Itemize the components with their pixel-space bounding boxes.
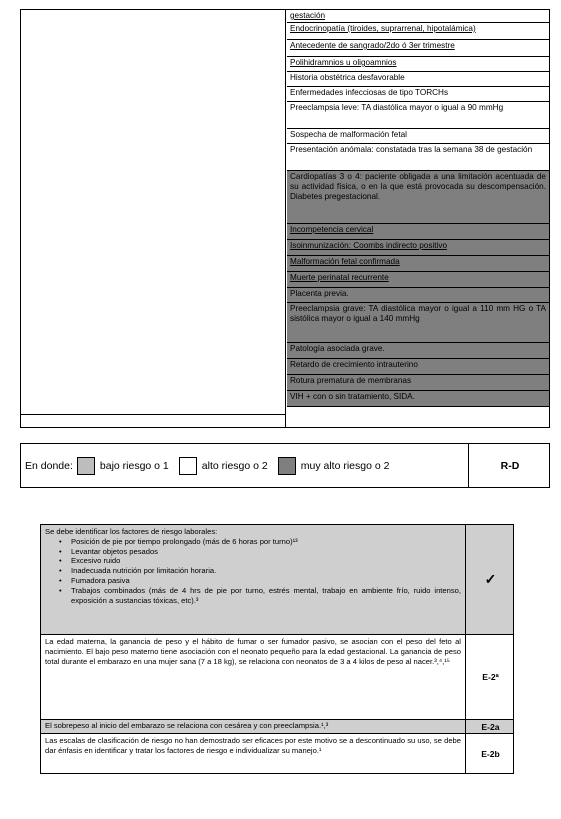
legend-prefix: En donde:: [25, 459, 73, 472]
low-risk-label: bajo riesgo o 1: [99, 459, 169, 472]
labor-risk-text: [41, 525, 466, 634]
list-item: • Levantar objetos pesados: [71, 547, 461, 557]
risk-row: Malformación fetal confirmada: [287, 255, 549, 271]
high-risk-swatch: [179, 457, 197, 475]
risk-row: Cardiopatías 3 o 4: paciente obligada a una limitación acentuada de su actividad física, o en la que está provocada su descompensación. Diabetes pregestacional.: [287, 170, 549, 223]
risk-row: Presentación anómala: constatada tras la semana 38 de gestación: [287, 143, 549, 170]
labor-risk-intro: Se debe identificar los factores de riesgo laborales:: [45, 527, 218, 536]
risk-row: Isoinmunización: Coombs indirecto positivo: [287, 239, 549, 255]
very-high-risk-swatch: [278, 457, 296, 475]
risk-row: Muerte perinatal recurrente: [287, 271, 549, 287]
evidence-level: E-2b: [481, 748, 500, 759]
risk-left-empty-cell: [21, 414, 285, 427]
risk-left-column: [21, 10, 286, 427]
evidence-row: [41, 634, 513, 719]
evidence-row: [41, 733, 513, 773]
list-item: • Posición de pie por tiempo prolongado (más de 6 horas por turno)¹³: [71, 537, 461, 547]
evidence-row: [41, 719, 513, 733]
risk-factor-table: [20, 9, 550, 428]
high-risk-label: alto riesgo o 2: [201, 459, 268, 472]
risk-row: VIH + con o sin tratamiento, SIDA.: [287, 390, 549, 406]
list-item: • Inadecuada nutrición por limitación horaria.: [71, 566, 461, 576]
evidence-text: La edad materna, la ganancia de peso y el hábito de fumar o ser fumador pasivo, se asocian con el peso del feto al nacimiento. El bajo peso materno tiene asociación con el neonato pequeño para la edad gestacional. La ganancia de peso total durante el embarazo en una mujer sana (7 a 18 kg), se relaciona con neonatos de 3 a 4 kilos de peso al nacer.³,⁴,¹⁵: [41, 635, 466, 719]
legend-text: [21, 444, 469, 487]
evidence-table: [40, 524, 514, 774]
very-high-risk-label: muy alto riesgo o 2: [300, 459, 390, 472]
risk-row: Polihidramnios u oligoamnios: [287, 56, 549, 71]
evidence-level: E-2ª: [482, 672, 499, 682]
risk-row: Retardo de crecimiento intrauterino: [287, 358, 549, 374]
risk-row: Rotura prematura de membranas: [287, 374, 549, 390]
risk-row: Antecedente de sangrado/2do ó 3er trimestre: [287, 39, 549, 56]
evidence-text: El sobrepeso al inicio del embarazo se relaciona con cesárea y con preeclampsia.¹,³: [41, 720, 466, 733]
risk-row: Endocrinopatía (tiroides, suprarrenal, hipotalámica): [287, 22, 549, 39]
labor-risk-list: [45, 537, 461, 606]
legend-box: [20, 443, 550, 488]
risk-row: gestación: [287, 10, 549, 22]
list-item: • Fumadora pasiva: [71, 576, 461, 586]
evidence-level: E-2a: [481, 721, 500, 732]
evidence-text: Las escalas de clasificación de riesgo no han demostrado ser eficaces por este motivo se a descontinuado su uso, se debe dar énfasis en identificar y tratar los factores de riesgo e individualizar su manejo.¹: [41, 734, 466, 773]
risk-row: Patología asociada grave.: [287, 342, 549, 358]
list-item: • Trabajos combinados (más de 4 hrs de pie por turno, estrés mental, trabajo en ambiente frío, ruido intenso, exposición a sustancias tóxicas, etc).³: [71, 586, 461, 606]
risk-row: Sospecha de malformación fetal: [287, 128, 549, 143]
risk-row: Preeclampsia leve: TA diastólica mayor o igual a 90 mmHg: [287, 101, 549, 128]
labor-risk-row: [41, 525, 513, 634]
risk-row-empty: [287, 406, 549, 427]
risk-row: Enfermedades infecciosas de tipo TORCHs: [287, 86, 549, 101]
legend-code: R-D: [500, 459, 520, 472]
low-risk-swatch: [77, 457, 95, 475]
checkmark-icon: ✓: [484, 571, 497, 587]
risk-row: Preeclampsia grave: TA diastólica mayor o igual a 110 mm HG o TA sistólica mayor o igual a 140 mmHg: [287, 302, 549, 342]
list-item: • Excesivo ruido: [71, 556, 461, 566]
risk-row: Placenta previa.: [287, 287, 549, 302]
risk-row: Incompetencia cervical: [287, 223, 549, 239]
risk-row: Historia obstétrica desfavorable: [287, 71, 549, 86]
